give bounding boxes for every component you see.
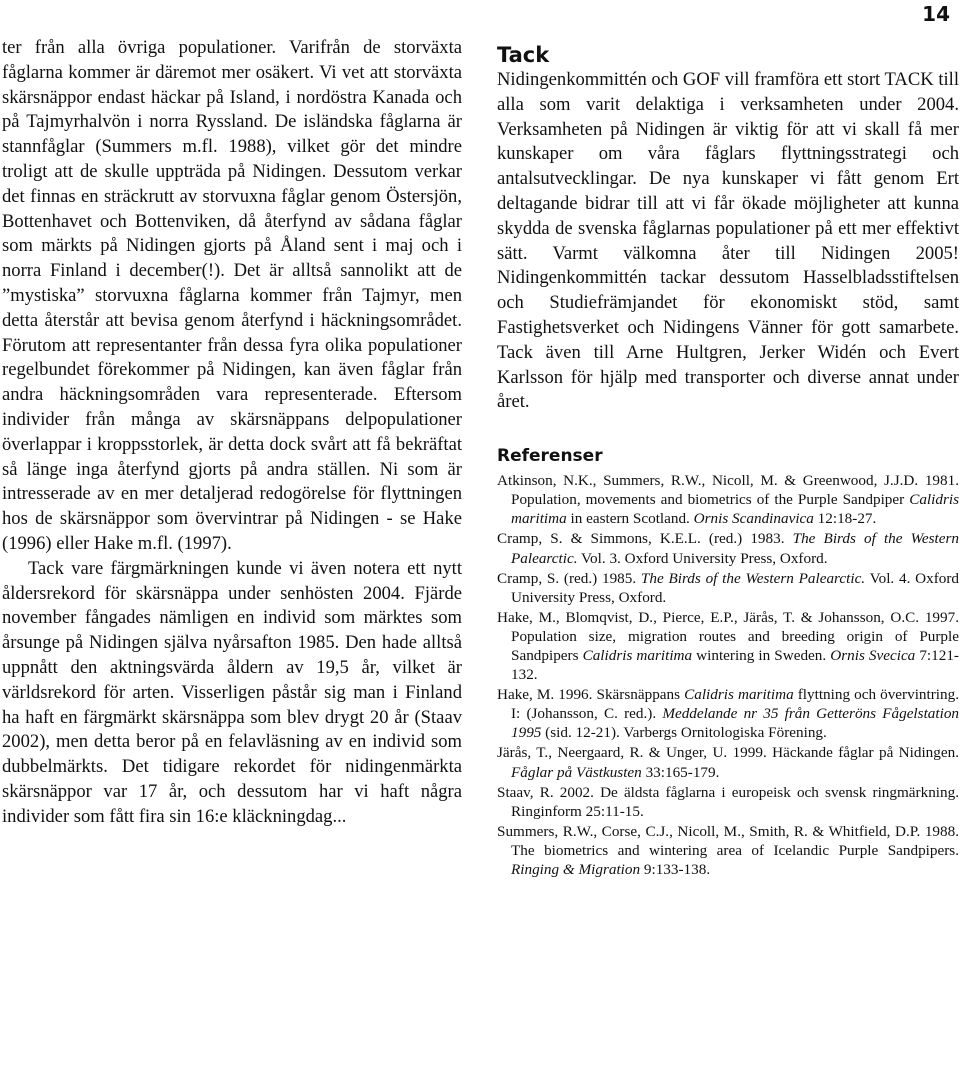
acknowledgement-paragraph: Nidingenkommittén och GOF vill framföra ett stort TACK till alla som varit delaktiga i verksamheten under 2004. Verksamheten på Nidingen är viktig för att vi skall få mer kunskaper om våra fåglars flyttningsstrategi och antalsutvecklingar. De nya kunskaper vi fått genom Ert deltagande bidrar till att vi får ökade möjligheter att kunna skydda de svenska fåglarnas populationer på ett mer effektivt sätt. Varmt välkomna åter till Nidingen 2005! Nidingenkommittén tackar dessutom Hasselbladsstiftelsen och Studiefrämjandet för ekonomiskt stöd, samt Fastighetsverket och Nidingens Vänner för gott samarbete. Tack även till Arne Hultgren, Jerker Widén och Evert Karlsson för hjälp med transporter och diverse annat under året. — [497, 69, 959, 413]
body-paragraph: ter från alla övriga populationer. Varifrån de storväxta fåglarna kommer är däremot mer osäkert. Vi vet att storväxta skärsnäppor endast häckar på Island, i nordöstra Kanada och på Tajmyrhalvön i norra Ryssland. De isländska fåglarna är stannfåglar (Summers m.fl. 1988), vilket gör det mindre troligt att de skulle uppträda på Nidingen. Dessutom verkar det finnas en sträckrutt av storvuxna fåglar genom Östersjön, Bottenhavet och Bottenviken, då återfynd av sådana fåglar som märkts på Nidingen gjorts på Åland sent i maj och i norra Finland i december(!). Det är alltså sannolikt att de ”mystiska” storvuxna fåglarna kommer från Tajmyr, men detta återstår att bevisa genom återfynd i häckningsområdet. Förutom att representanter från dessa fyra olika populationer regelbundet förekommer på Nidingen, kan även fåglar från andra häckningsområden vara representerade. Eftersom individer från många av skärsnäppans delpopulationer överlappar i kroppsstorlek, är detta dock svårt att få bekräftat så länge inga återfynd gjorts på andra ställen. Ni som är intresserade av en mer detaljerad redogörelse för flyttningen hos de skärsnäppor som övervintrar på Nidingen - se Hake (1996) eller Hake m.fl. (1997). — [2, 37, 462, 554]
reference-item: Atkinson, N.K., Summers, R.W., Nicoll, M. & Greenwood, J.J.D. 1981. Population, movements and biometrics of the Purple Sandpiper Calidris maritima in eastern Scotland. Ornis Scandinavica 12:18-27. — [497, 472, 959, 528]
reference-item: Hake, M., Blomqvist, D., Pierce, E.P., Järås, T. & Johansson, O.C. 1997. Population size, migration routes and breeding origin of Purple Sandpipers Calidris maritima wintering in Sweden. Ornis Svecica 7:121-132. — [497, 608, 959, 684]
reference-item: Hake, M. 1996. Skärsnäppans Calidris maritima flyttning och övervintring. I: (Johansson, C. red.). Meddelande nr 35 från Getteröns Fågelstation 1995 (sid. 12-21). Varbergs Ornitologiska Förening. — [497, 686, 960, 742]
body-paragraph: Tack vare färgmärkningen kunde vi även notera ett nytt åldersrekord för skärsnäppa under senhösten 2004. Fjärde november fångades nämligen en individ som märktes som årsunge på Nidingen själva nyårsafton 1985. Den hade alltså uppnått den aktningsvärda åldern av 19,5 år, vilket är världsrekord för arten. Visserligen påstår sig man i Finland ha haft en färgmärkt skärsnäppa som blev drygt 20 år (Staav 2002), men detta beror på en felavläsning av en individ som dubbelmärkts. Det tidigare rekordet för nidingenmärkta skärsnäppor var 17 år, och dessutom har vi haft några individer som fått fira sin 16:e kläckningdag... — [2, 557, 462, 827]
reference-item: Cramp, S. & Simmons, K.E.L. (red.) 1983. The Birds of the Western Palearctic. Vol. 3. Oxford University Press, Oxford. — [497, 530, 960, 567]
right-column — [497, 42, 959, 880]
reference-item: Järås, T., Neergaard, R. & Unger, U. 1999. Häckande fåglar på Nidingen. Fåglar på Västkusten 33:165-179. — [497, 744, 959, 781]
reference-item: Staav, R. 2002. De äldsta fåglarna i europeisk och svensk ringmärkning. Ringinform 25:11-15. — [497, 783, 959, 820]
page-number: 14 — [922, 2, 950, 26]
left-column — [2, 36, 462, 830]
reference-item: Cramp, S. (red.) 1985. The Birds of the Western Palearctic. Vol. 4. Oxford University Press, Oxford. — [497, 569, 960, 606]
reference-item: Summers, R.W., Corse, C.J., Nicoll, M., Smith, R. & Whitfield, D.P. 1988. The biometrics and wintering area of Icelandic Purple Sandpipers. Ringing & Migration 9:133-138. — [497, 822, 959, 879]
tack-heading: Tack — [497, 43, 550, 67]
references-heading: Referenser — [497, 446, 603, 467]
reference-list — [497, 471, 959, 879]
